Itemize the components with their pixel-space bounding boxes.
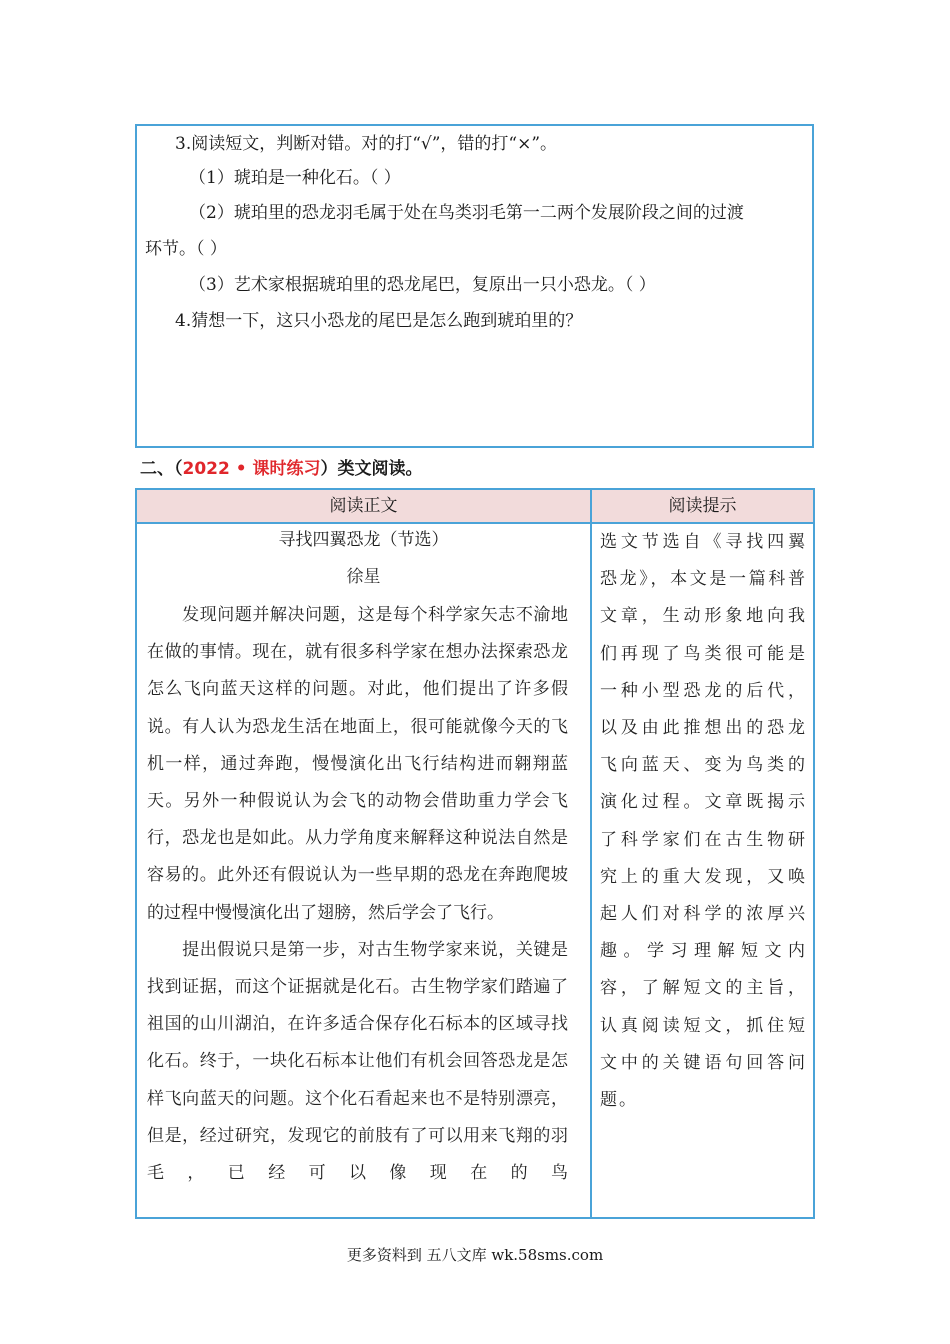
reading-hint: 选文节选自《寻找四翼恐龙》，本文是一篇科普文章，生动形象地向我们再现了鸟类很可能是一种小型恐龙的后代，以及由此推想出的恐龙飞向蓝天、变为鸟类的演化过程。文章既揭示了科学家们在古生物研究上的重大发现，又唤起人们对科学的浓厚兴趣。学习理解短文内容，了解短文的主旨，认真阅读短文，抓住短文中的关键语句回答问题。 xyxy=(600,532,807,1111)
footer-text: 更多资料到 五八文库 wk.58sms.com xyxy=(346,1246,604,1264)
reading-table xyxy=(135,488,815,1219)
question-4: 4.猜想一下，这只小恐龙的尾巴是怎么跑到琥珀里的？ xyxy=(175,311,583,331)
passage-title: 寻找四翼恐龙（节选） xyxy=(278,530,449,550)
question-box xyxy=(135,124,814,448)
header-passage: 阅读正文 xyxy=(329,496,398,516)
passage-paragraph-2: 提出假说只是第一步，对古生物学家来说，关键是找到证据，而这个证据就是化石。古生物学家们踏遍了祖国的山川湖泊，在许多适合保存化石标本的区域寻找化石。终于，一块化石标本让他们有机会回答恐龙是怎样飞向蓝天的问题。这个化石看起来也不是特别漂亮，但是，经过研究，发现它的前肢有了可以用来飞翔的羽毛，已经可以像现在的鸟 xyxy=(147,939,568,1184)
header-hint: 阅读提示 xyxy=(668,496,737,516)
table-header xyxy=(137,490,813,524)
section-source: 2022 • 课时练习 xyxy=(182,459,321,479)
passage-body xyxy=(147,597,568,1192)
passage-paragraph-1: 发现问题并解决问题，这是每个科学家矢志不渝地在做的事情。现在，就有很多科学家在想办法探索恐龙怎么飞向蓝天这样的问题。对此，他们提出了许多假说。有人认为恐龙生活在地面上，很可能就像今天的飞机一样，通过奔跑，慢慢演化出飞行结构进而翱翔蓝天。另外一种假说认为会飞的动物会借助重力学会飞行，恐龙也是如此。从力学角度来解释这种说法自然是容易的。此外还有假说认为一些早期的恐龙在奔跑爬坡的过程中慢慢演化出了翅膀，然后学会了飞行。 xyxy=(147,605,568,923)
section-suffix: ）类文阅读。 xyxy=(320,459,423,479)
question-3-item-3: （3）艺术家根据琥珀里的恐龙尾巴，复原出一只小恐龙。（ ） xyxy=(189,275,656,295)
question-3-item-2: （2）琥珀里的恐龙羽毛属于处在鸟类羽毛第一二两个发展阶段之间的过渡 xyxy=(189,203,744,223)
column-divider xyxy=(590,490,592,1217)
passage-author: 徐星 xyxy=(346,567,381,587)
question-3-item-1: （1）琥珀是一种化石。（ ） xyxy=(189,168,401,188)
question-3: 3.阅读短文，判断对错。对的打“√”，错的打“×”。 xyxy=(175,134,558,154)
section-heading xyxy=(140,454,423,479)
question-3-item-2-cont: 环节。（ ） xyxy=(145,239,227,259)
section-prefix: 二、（ xyxy=(140,459,183,479)
